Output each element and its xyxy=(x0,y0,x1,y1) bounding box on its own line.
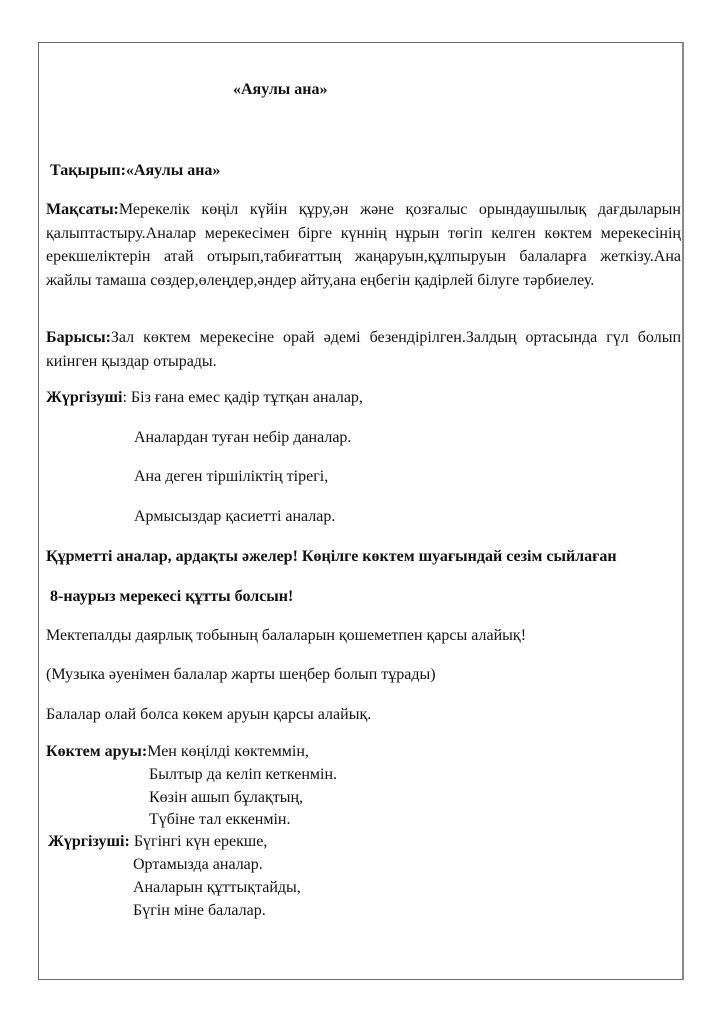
host-poem-2-line-2: Ортамызда аналар. xyxy=(133,856,263,873)
host-label-2: Жүргізуші: xyxy=(48,833,130,850)
invite-line: Балалар олай болса көкем аруын қарсы алайық. xyxy=(46,706,372,723)
greeting-line-1: Құрметті аналар, ардақты әжелер! Көңілге көктем шуағындай сезім сыйлаған xyxy=(46,548,617,565)
goal-label: Мақсаты: xyxy=(46,201,119,218)
topic-value: «Аяулы ана» xyxy=(125,162,221,179)
progress-label: Барысы: xyxy=(46,329,111,346)
host-poem-1-line-1 xyxy=(46,388,363,408)
spring-poem-line-1 xyxy=(46,742,309,762)
host-poem-2-text-1: Бүгінгі күн ерекше, xyxy=(133,833,268,850)
host-poem-1-text-1: : Біз ғана емес қадір тұтқан аналар, xyxy=(122,389,363,406)
spring-poem-line-2: Былтыр да келіп кеткенмін. xyxy=(149,766,338,783)
goal-text: Мерекелік көңіл күйін құру,ән және қозғалыс орындаушылық дағдыларын қалыптастыру.Аналар мерекесімен бірге күннің нұрын төгіп келген көктем мерекесінің ерекшеліктерін атай отырып,табиғаттың жаңаруын,құлпыруын балаларға жеткізу.Ана жайлы тамаша сөздер,өлеңдер,әндер айту,ана еңбегін қадірлей білуге тәрбиелеу. xyxy=(46,201,681,289)
progress-text: Зал көктем мерекесіне орай әдемі безендірілген.Залдың ортасында гүл болып киінген қыздар отырады. xyxy=(46,329,681,370)
host-poem-2-line-4: Бүгін міне балалар. xyxy=(133,902,266,919)
progress-paragraph xyxy=(46,326,681,373)
host-poem-2-line-1 xyxy=(48,832,267,852)
spring-poem-line-3: Көзін ашып бұлақтың, xyxy=(149,789,304,806)
host-poem-1-line-2: Аналардан туған небір даналар. xyxy=(134,429,352,446)
host-poem-2-line-3: Аналарын құттықтайды, xyxy=(133,879,301,896)
stage-direction-line: (Музыка әуенімен балалар жарты шеңбер болып тұрады) xyxy=(46,666,436,683)
goal-paragraph xyxy=(46,198,681,292)
host-poem-1-line-3: Ана деген тіршіліктің тірегі, xyxy=(134,468,329,485)
topic-line xyxy=(50,161,220,181)
greeting-line-2: 8-наурыз мерекесі құтты болсын! xyxy=(50,588,294,605)
topic-label: Тақырып: xyxy=(50,162,126,179)
spring-poem-text-1: Мен көңілді көктеммін, xyxy=(147,743,309,760)
host-label: Жүргізуші xyxy=(46,389,123,406)
welcome-line: Мектепалды даярлық тобының балаларын қошеметпен қарсы алайық! xyxy=(46,627,527,644)
host-poem-1-line-4: Армысыздар қасиетті аналар. xyxy=(134,508,336,525)
document-title: «Аяулы ана» xyxy=(233,81,328,98)
spring-label: Көктем аруы: xyxy=(46,743,148,760)
spring-poem-line-4: Түбіне тал еккенмін. xyxy=(149,811,291,828)
